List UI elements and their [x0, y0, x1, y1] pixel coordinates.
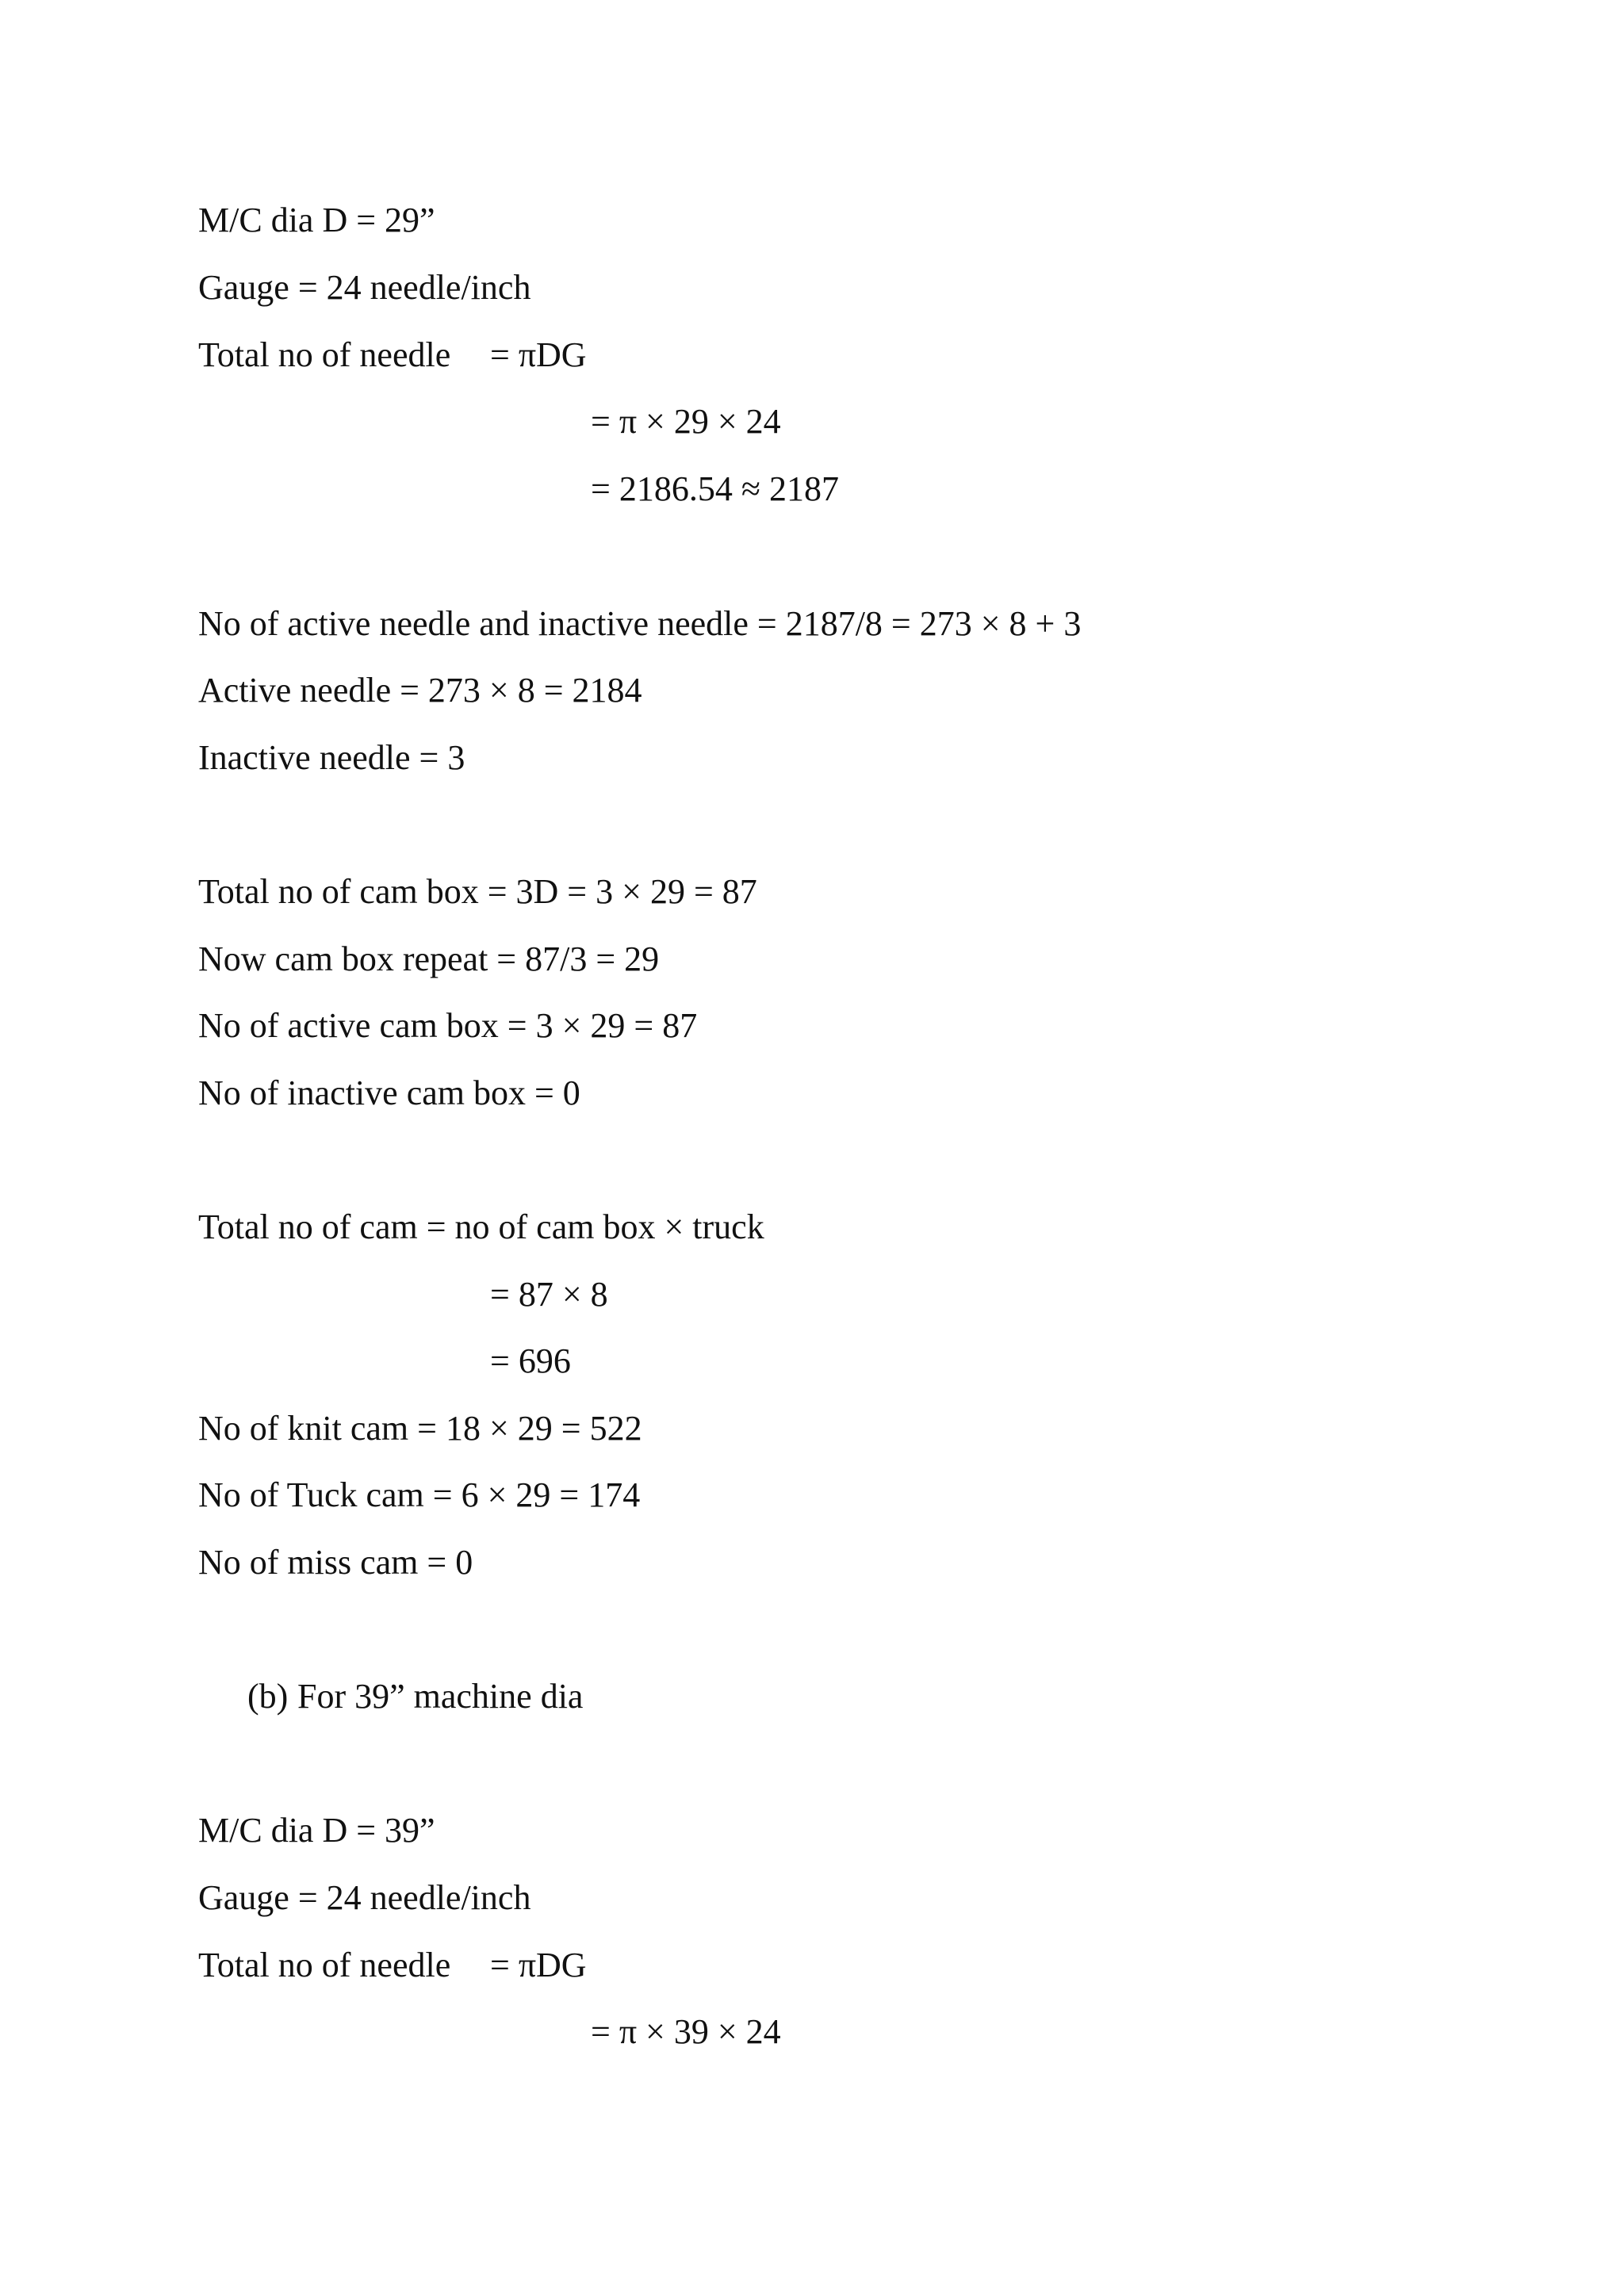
- total-needle-step: = π × 29 × 24: [591, 402, 781, 441]
- total-cam-box-line: Total no of cam box = 3D = 3 × 29 = 87: [198, 872, 757, 911]
- active-inactive-needle-line: No of active needle and inactive needle = 2187/8 = 273 × 8 + 3: [198, 604, 1082, 643]
- total-cam-line: Total no of cam = no of cam box × truck: [198, 1207, 764, 1246]
- section-b-heading: For 39” machine dia: [297, 1677, 584, 1716]
- gauge-line-b: Gauge = 24 needle/inch: [198, 1878, 531, 1917]
- miss-cam-line: No of miss cam = 0: [198, 1543, 473, 1582]
- total-needle-result: = 2186.54 ≈ 2187: [591, 469, 839, 508]
- total-cam-result: = 696: [490, 1341, 571, 1380]
- total-needle-step-b: = π × 39 × 24: [591, 2012, 781, 2051]
- inactive-cam-box-line: No of inactive cam box = 0: [198, 1073, 580, 1112]
- gauge-line: Gauge = 24 needle/inch: [198, 268, 531, 307]
- inactive-needle-line: Inactive needle = 3: [198, 738, 465, 777]
- knit-cam-line: No of knit cam = 18 × 29 = 522: [198, 1409, 642, 1448]
- machine-dia-line: M/C dia D = 29”: [198, 201, 435, 239]
- active-needle-line: Active needle = 273 × 8 = 2184: [198, 671, 642, 710]
- active-cam-box-line: No of active cam box = 3 × 29 = 87: [198, 1006, 698, 1045]
- total-needle-label: Total no of needle: [198, 335, 451, 374]
- section-b-marker: (b): [247, 1677, 289, 1716]
- cam-box-repeat-line: Now cam box repeat = 87/3 = 29: [198, 939, 660, 978]
- tuck-cam-line: No of Tuck cam = 6 × 29 = 174: [198, 1475, 641, 1514]
- total-needle-label-b: Total no of needle: [198, 1946, 451, 1984]
- total-needle-formula: = πDG: [490, 335, 587, 374]
- total-cam-step: = 87 × 8: [490, 1275, 608, 1314]
- machine-dia-line-b: M/C dia D = 39”: [198, 1811, 435, 1850]
- total-needle-formula-b: = πDG: [490, 1946, 587, 1984]
